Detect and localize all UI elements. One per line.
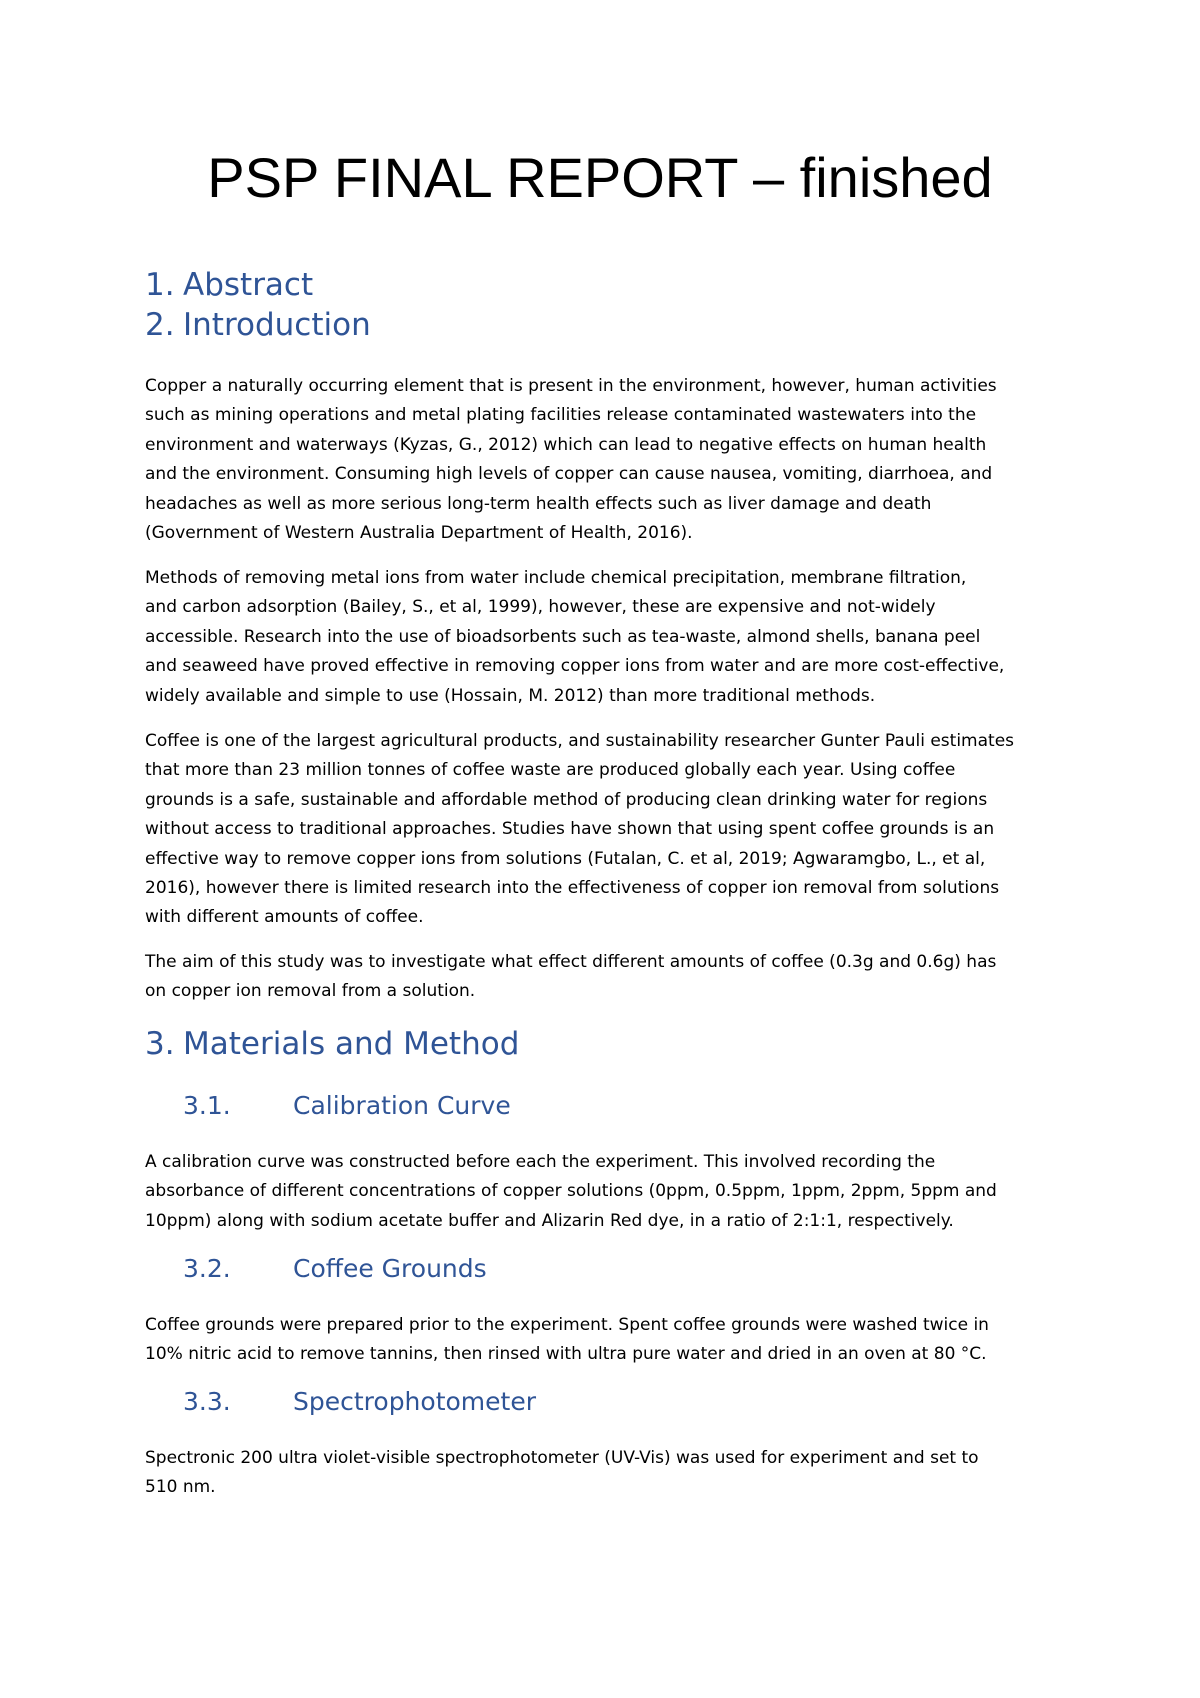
coffee-grounds-paragraph bbox=[145, 1311, 1075, 1370]
heading-number: 3. bbox=[145, 1026, 175, 1062]
heading-materials-method bbox=[145, 1024, 519, 1064]
heading-number: 1. bbox=[145, 267, 175, 303]
heading-number: 2. bbox=[145, 307, 175, 343]
text-line: Copper a naturally occurring element that is present in the environment, however, human activities bbox=[145, 376, 997, 396]
intro-paragraph-4 bbox=[145, 948, 1075, 1007]
text-line: grounds is a safe, sustainable and affordable method of producing clean drinking water for regions bbox=[145, 789, 988, 810]
text-line: with different amounts of coffee. bbox=[145, 907, 424, 928]
document-title: PSP FINAL REPORT – finished bbox=[207, 146, 993, 209]
heading-text: Coffee Grounds bbox=[293, 1254, 487, 1283]
text-line: headaches as well as more serious long-term health effects such as liver damage and death bbox=[145, 493, 932, 514]
text-line: Spectronic 200 ultra violet-visible spectrophotometer (UV-Vis) was used for experiment and set to bbox=[145, 1448, 979, 1468]
text-line: and carbon adsorption (Bailey, S., et al, 1999), however, these are expensive and not-widely bbox=[145, 597, 936, 618]
intro-paragraph-1 bbox=[145, 372, 1075, 548]
text-line: Coffee is one of the largest agricultural products, and sustainability researcher Gunter Pauli estimates bbox=[145, 731, 1015, 751]
heading-spectrophotometer bbox=[183, 1385, 536, 1419]
heading-text: Introduction bbox=[183, 307, 371, 343]
text-line: and seaweed have proved effective in removing copper ions from water and are more cost-effective, bbox=[145, 656, 1005, 677]
text-line: and the environment. Consuming high levels of copper can cause nausea, vomiting, diarrhoea, and bbox=[145, 464, 993, 485]
text-line: A calibration curve was constructed before each the experiment. This involved recording the bbox=[145, 1152, 936, 1172]
text-line: widely available and simple to use (Hossain, M. 2012) than more traditional methods. bbox=[145, 685, 876, 706]
heading-text: Materials and Method bbox=[183, 1026, 520, 1062]
text-line: 510 nm. bbox=[145, 1477, 216, 1498]
spectrophotometer-paragraph bbox=[145, 1444, 1075, 1503]
heading-number: 3.1. bbox=[183, 1091, 231, 1120]
heading-number: 3.3. bbox=[183, 1387, 231, 1416]
text-line: that more than 23 million tonnes of coffee waste are produced globally each year. Using coffee bbox=[145, 760, 956, 781]
intro-paragraph-2 bbox=[145, 564, 1075, 711]
intro-paragraph-3 bbox=[145, 727, 1075, 933]
heading-calibration-curve bbox=[183, 1089, 511, 1123]
text-line: such as mining operations and metal plating facilities release contaminated wastewaters into the bbox=[145, 405, 977, 426]
text-line: without access to traditional approaches. Studies have shown that using spent coffee grounds is an bbox=[145, 819, 995, 840]
heading-coffee-grounds bbox=[183, 1252, 487, 1286]
heading-abstract bbox=[145, 265, 313, 305]
text-line: absorbance of different concentrations of copper solutions (0ppm, 0.5ppm, 1ppm, 2ppm, 5ppm and bbox=[145, 1181, 997, 1202]
text-line: 10ppm) along with sodium acetate buffer and Alizarin Red dye, in a ratio of 2:1:1, respectively. bbox=[145, 1210, 954, 1231]
heading-introduction bbox=[145, 305, 371, 345]
text-line: Methods of removing metal ions from water include chemical precipitation, membrane filtration, bbox=[145, 568, 967, 588]
text-line: 2016), however there is limited research into the effectiveness of copper ion removal from solutions bbox=[145, 878, 1000, 899]
heading-number: 3.2. bbox=[183, 1254, 231, 1283]
heading-text: Calibration Curve bbox=[293, 1091, 511, 1120]
heading-text: Spectrophotometer bbox=[293, 1387, 536, 1416]
text-line: 10% nitric acid to remove tannins, then rinsed with ultra pure water and dried in an oven at 80 °C. bbox=[145, 1344, 987, 1365]
text-line: environment and waterways (Kyzas, G., 2012) which can lead to negative effects on human health bbox=[145, 434, 987, 455]
text-line: The aim of this study was to investigate what effect different amounts of coffee (0.3g and 0.6g) has bbox=[145, 952, 997, 972]
text-line: (Government of Western Australia Department of Health, 2016). bbox=[145, 523, 693, 544]
text-line: on copper ion removal from a solution. bbox=[145, 981, 476, 1002]
calibration-paragraph bbox=[145, 1148, 1075, 1236]
heading-text: Abstract bbox=[183, 267, 314, 303]
text-line: effective way to remove copper ions from solutions (Futalan, C. et al, 2019; Agwaramgbo, L., et al, bbox=[145, 848, 986, 869]
text-line: Coffee grounds were prepared prior to the experiment. Spent coffee grounds were washed twice in bbox=[145, 1315, 989, 1335]
text-line: accessible. Research into the use of bioadsorbents such as tea-waste, almond shells, banana peel bbox=[145, 626, 981, 647]
